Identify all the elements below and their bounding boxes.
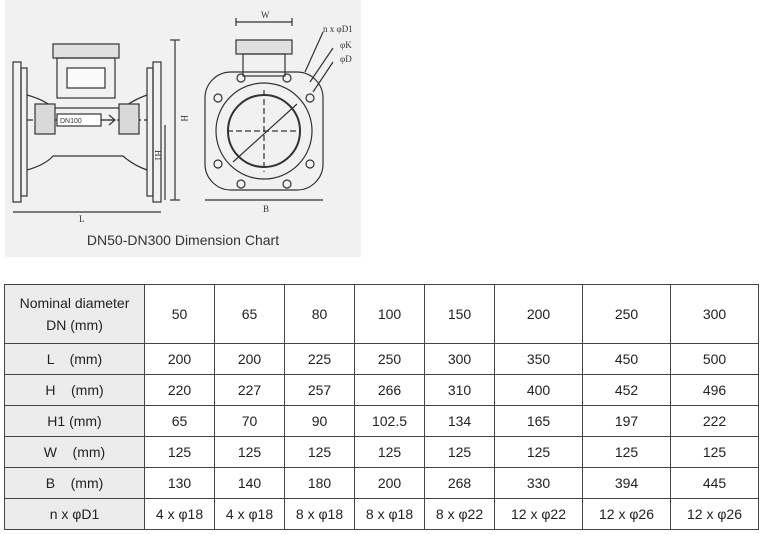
- w-label: W: [261, 10, 270, 20]
- value-cell: 300: [425, 344, 495, 375]
- dn-cell: 100: [355, 285, 425, 344]
- value-cell: 400: [495, 375, 583, 406]
- table-row: [5, 499, 759, 530]
- row-label: H1 (mm): [5, 406, 145, 437]
- value-cell: 4 x φ18: [145, 499, 215, 530]
- h1-label: H1: [153, 150, 163, 161]
- row-label: W (mm): [5, 437, 145, 468]
- header-label-line2: DN (mm): [46, 317, 103, 333]
- value-cell: 125: [145, 437, 215, 468]
- l-label: L: [79, 214, 85, 224]
- value-cell: 220: [145, 375, 215, 406]
- row-label: H (mm): [5, 375, 145, 406]
- left-sensor: [35, 104, 55, 134]
- value-cell: 125: [425, 437, 495, 468]
- value-cell: 70: [215, 406, 285, 437]
- header-label-cell: [5, 285, 145, 344]
- value-cell: 500: [671, 344, 759, 375]
- value-cell: 125: [495, 437, 583, 468]
- value-cell: 125: [215, 437, 285, 468]
- table-row: [5, 468, 759, 499]
- dn-cell: 300: [671, 285, 759, 344]
- value-cell: 496: [671, 375, 759, 406]
- value-cell: 4 x φ18: [215, 499, 285, 530]
- left-flange: [13, 62, 21, 202]
- value-cell: 452: [583, 375, 671, 406]
- value-cell: 65: [145, 406, 215, 437]
- table-row: [5, 375, 759, 406]
- value-cell: 8 x φ18: [285, 499, 355, 530]
- value-cell: 227: [215, 375, 285, 406]
- d-label: φD: [340, 54, 352, 64]
- head-top: [53, 44, 119, 58]
- value-cell: 125: [583, 437, 671, 468]
- value-cell: 225: [285, 344, 355, 375]
- dn-cell: 80: [285, 285, 355, 344]
- value-cell: 200: [215, 344, 285, 375]
- header-label-line1: Nominal diameter: [19, 295, 130, 311]
- table-row: [5, 406, 759, 437]
- row-label: n x φD1: [5, 499, 145, 530]
- dimension-drawing: [5, 0, 361, 257]
- value-cell: 200: [145, 344, 215, 375]
- value-cell: 8 x φ18: [355, 499, 425, 530]
- value-cell: 125: [285, 437, 355, 468]
- value-cell: 12 x φ22: [495, 499, 583, 530]
- value-cell: 266: [355, 375, 425, 406]
- value-cell: 125: [671, 437, 759, 468]
- row-label: L (mm): [5, 344, 145, 375]
- value-cell: 102.5: [355, 406, 425, 437]
- value-cell: 125: [355, 437, 425, 468]
- dn-cell: 50: [145, 285, 215, 344]
- value-cell: 140: [215, 468, 285, 499]
- nd1-label: n x φD1: [323, 24, 353, 34]
- dimension-figure: [5, 0, 361, 257]
- value-cell: 310: [425, 375, 495, 406]
- value-cell: 8 x φ22: [425, 499, 495, 530]
- b-label: B: [263, 204, 270, 214]
- k-label: φK: [340, 40, 352, 50]
- right-sensor: [119, 104, 139, 134]
- front-head-top: [236, 40, 292, 54]
- value-cell: 165: [495, 406, 583, 437]
- dn-cell: 200: [495, 285, 583, 344]
- value-cell: 350: [495, 344, 583, 375]
- value-cell: 250: [355, 344, 425, 375]
- dn-cell: 250: [583, 285, 671, 344]
- value-cell: 450: [583, 344, 671, 375]
- right-flange: [153, 62, 161, 202]
- value-cell: 130: [145, 468, 215, 499]
- value-cell: 200: [355, 468, 425, 499]
- h-label: H: [179, 115, 189, 122]
- figure-caption: DN50-DN300 Dimension Chart: [86, 232, 280, 248]
- value-cell: 197: [583, 406, 671, 437]
- value-cell: 12 x φ26: [671, 499, 759, 530]
- value-cell: 180: [285, 468, 355, 499]
- value-cell: 330: [495, 468, 583, 499]
- dn-cell: 65: [215, 285, 285, 344]
- value-cell: 90: [285, 406, 355, 437]
- value-cell: 257: [285, 375, 355, 406]
- dimension-table: [4, 284, 759, 530]
- table-row: [5, 437, 759, 468]
- value-cell: 12 x φ26: [583, 499, 671, 530]
- value-cell: 222: [671, 406, 759, 437]
- flow-badge-label: DN100: [60, 118, 82, 125]
- row-label: B (mm): [5, 468, 145, 499]
- value-cell: 445: [671, 468, 759, 499]
- table-row: [5, 344, 759, 375]
- value-cell: 134: [425, 406, 495, 437]
- value-cell: 268: [425, 468, 495, 499]
- dn-cell: 150: [425, 285, 495, 344]
- value-cell: 394: [583, 468, 671, 499]
- header-row: [5, 285, 759, 344]
